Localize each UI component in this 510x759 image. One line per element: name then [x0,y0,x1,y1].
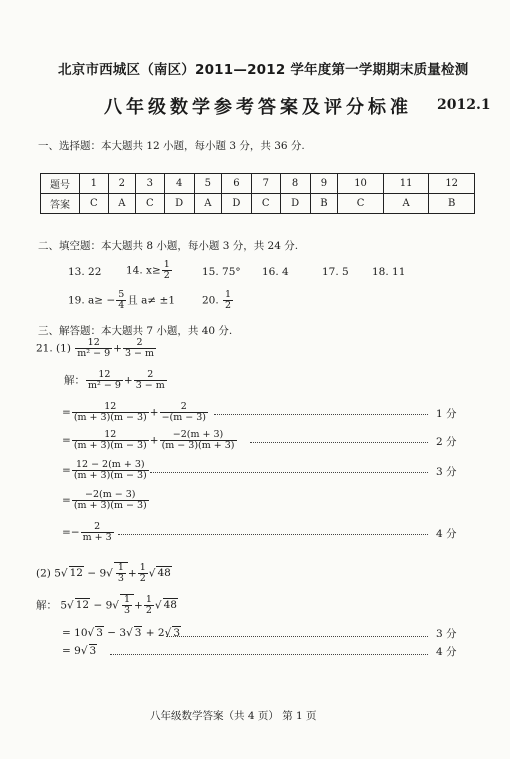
fraction: $\frac{12 - 2(m + 3)}{(m + 3)(m - 3)}$ [73,459,147,481]
solution-2-step-2: = 9√ 3 [62,645,97,657]
problem-21-1: 21. (1) $\frac{12}{\text{m² − 9}}$ + $\frac{2}{3 - m}$ [36,337,155,359]
answer-13: 13. 22 [68,266,102,278]
table-cell: 11 [383,174,429,194]
dotted-leader [118,534,428,535]
score-mark: 1 分 [436,408,457,420]
table-cell: C [80,194,109,214]
document-subtitle: 八年级数学参考答案及评分标准 [104,97,412,118]
solution-line: 解： $\frac{12}{\text{m² − 9}}$ + $\frac{2}{3 - m}$ [64,369,165,391]
solution-step-5: =− $\frac{2}{m + 3}$ [62,521,112,543]
table-cell: 12 [429,174,475,194]
table-row-numbers [41,174,475,194]
table-cell: D [280,194,310,214]
fraction: $\frac{12}{(m + 3)(m - 3)}$ [73,429,147,451]
table-cell: 2 [108,174,135,194]
table-cell: 7 [251,174,280,194]
table-cell: C [136,194,165,214]
dotted-leader [150,472,428,473]
table-cell: A [383,194,429,214]
table-row-answers [41,194,475,214]
fraction: $\frac{2}{m + 3}$ [82,521,112,543]
answer-15: 15. 75° [202,266,241,278]
table-cell: 10 [338,174,384,194]
score-mark: 4 分 [436,528,457,540]
table-cell: A [108,194,135,214]
sqrt-fraction: $\frac{1}{3}$ [114,562,128,584]
fraction: $\frac{-2(m + 3)}{(m - 3)(m + 3)}$ [161,429,235,451]
score-mark: 2 分 [436,436,457,448]
dotted-leader [110,654,428,655]
table-cell: 3 [136,174,165,194]
table-header-cell: 答案 [41,194,80,214]
table-cell: 5 [194,174,221,194]
solution-step-4: = $\frac{-2(m - 3)}{(m + 3)(m - 3)}$ [62,489,147,511]
table-cell: 9 [310,174,338,194]
fraction: $\frac{12}{\text{m² − 9}}$ [88,369,121,391]
fraction: $\frac{2}{3 - m}$ [124,337,155,359]
fraction: $\frac{5}{4}$ [118,289,125,311]
table-cell: D [221,194,251,214]
solution-2-step-1: = 10√ 3 − 3√ 3 + 2√ 3 [62,627,181,639]
document-title: 北京市西城区（南区）2011—2012 学年度第一学期期末质量检测 [58,62,469,78]
answer-16: 16. 4 [262,266,289,278]
answer-table [40,173,475,214]
fraction: $\frac{2}{3 - m}$ [135,369,165,391]
section-1-title: 一、选择题：本大题共 12 小题，每小题 3 分，共 36 分. [38,140,305,152]
fraction: $\frac{1}{2}$ [139,562,146,584]
answer-20: 20. $\frac{1}{2}$ [202,289,232,311]
table-cell: D [164,194,194,214]
section-3-title: 三、解答题：本大题共 7 小题，共 40 分. [38,325,233,337]
answer-17: 17. 5 [322,266,349,278]
score-mark: 3 分 [436,628,457,640]
solution-step-1: = $\frac{12}{(m + 3)(m - 3)}$ + $\frac{2}{-(m - 3)}$ [62,401,206,423]
fraction: $\frac{-2(m - 3)}{(m + 3)(m - 3)}$ [73,489,147,511]
fraction: $\frac{12}{\text{m² − 9}}$ [77,337,111,359]
table-header-cell: 题号 [41,174,80,194]
solution-step-3: = $\frac{12 - 2(m + 3)}{(m + 3)(m - 3)}$ [62,459,147,481]
fraction: $\frac{12}{(m + 3)(m - 3)}$ [73,401,147,423]
score-mark: 3 分 [436,466,457,478]
section-2-title: 二、填空题：本大题共 8 小题，每小题 3 分，共 24 分. [38,240,299,252]
answer-19: 19. a≥ − $\frac{5}{4}$ 且 a≠ ±1 [68,289,176,311]
fraction: $\frac{1}{2}$ [163,259,170,281]
table-cell: 8 [280,174,310,194]
table-cell: A [194,194,221,214]
answer-14-expr: x≥ [146,264,161,277]
page-footer: 八年级数学答案（共 4 页） 第 1 页 [150,710,317,722]
score-mark: 4 分 [436,646,457,658]
table-cell: B [310,194,338,214]
fraction: $\frac{1}{2}$ [225,289,232,311]
fraction: $\frac{1}{2}$ [145,594,152,616]
table-cell: C [251,194,280,214]
table-cell: 4 [164,174,194,194]
problem-21-2: (2) 5√ 12 − 9√ $\frac{1}{3}$ + $\frac{1}{2}$ √ 48 [36,562,171,584]
fraction: $\frac{2}{-(m - 3)}$ [161,401,206,423]
dotted-leader [214,414,428,415]
table-cell: 6 [221,174,251,194]
table-cell: 1 [80,174,109,194]
answer-14 [126,260,173,281]
table-cell: C [338,194,384,214]
answer-18: 18. 11 [372,266,406,278]
dotted-leader [166,636,428,637]
answer-14-label: 14. [126,264,143,277]
table-cell: B [429,194,475,214]
document-date: 2012.1 [437,97,491,113]
dotted-leader [250,442,428,443]
solution-2-line: 解： 5√ 12 − 9√ $\frac{1}{3}$ + $\frac{1}{2}$ √ 48 [36,594,177,616]
solution-step-2: = $\frac{12}{(m + 3)(m - 3)}$ + $\frac{-2(m + 3)}{(m - 3)(m + 3)}$ [62,429,235,451]
